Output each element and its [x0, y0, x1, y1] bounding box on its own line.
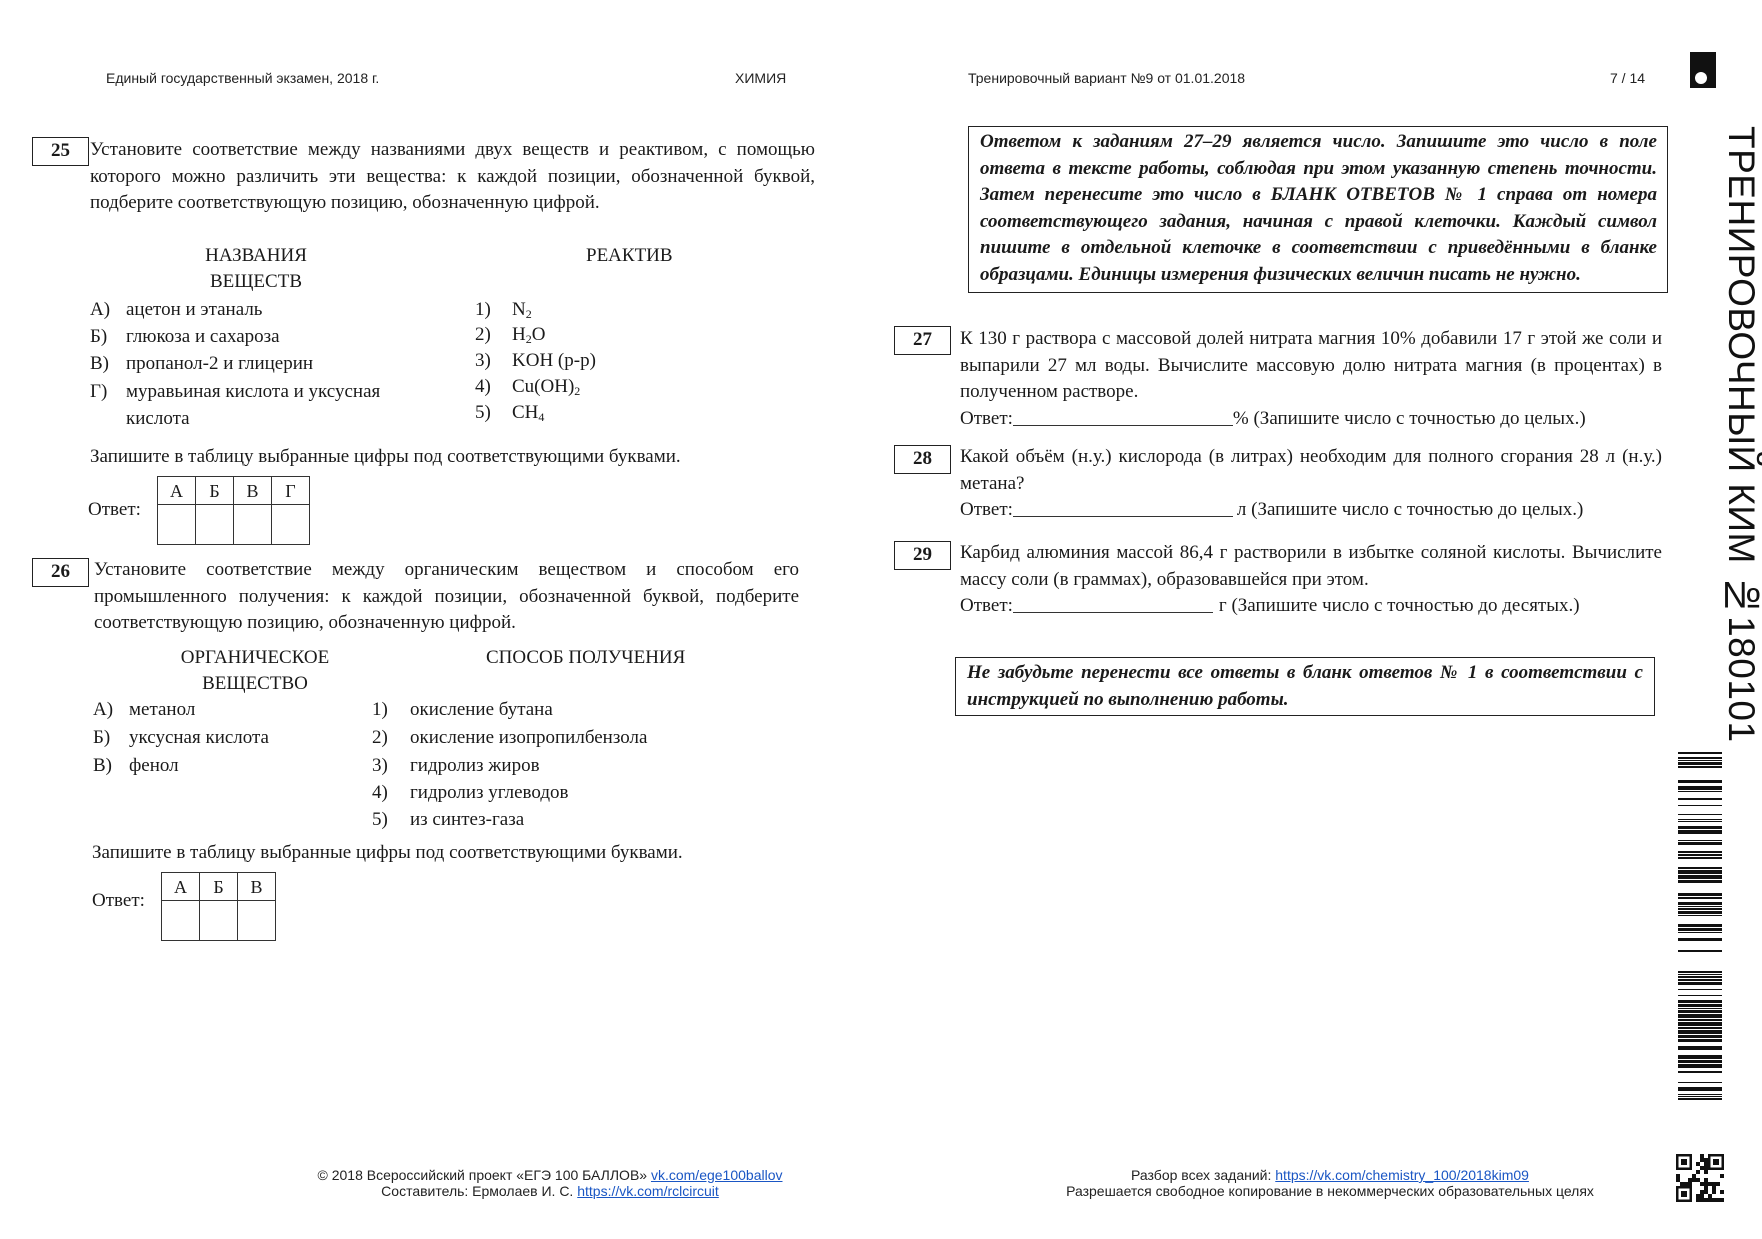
- task-26-method-4: гидролиз углеводов: [410, 782, 569, 803]
- task-29-answer-label: Ответ:: [960, 595, 1013, 616]
- answer-cell[interactable]: [162, 901, 200, 941]
- task-25-answer-table: [157, 476, 310, 545]
- task-25-left-header: НАЗВАНИЯ ВЕЩЕСТВ: [205, 245, 307, 292]
- task-26-right-header: СПОСОБ ПОЛУЧЕНИЯ: [486, 647, 686, 668]
- answer-cell[interactable]: [200, 901, 238, 941]
- header-subject: ХИМИЯ: [735, 70, 787, 86]
- answer-cell[interactable]: [238, 901, 276, 941]
- answer-col-header: А: [162, 873, 200, 901]
- task-26-method-5: из синтез-газа: [410, 809, 525, 830]
- footer-link-ege100[interactable]: vk.com/ege100ballov: [650, 1167, 783, 1183]
- task-26-method-2-num: 2): [372, 727, 388, 748]
- task-27-text: К 130 г раствора с массовой долей нитрата магния 10% добавили 17 г этой же соли и выпарили 27 мл воды. Вычислите массовую долю нитрата магния (в процентах) в полученном растворе.: [960, 328, 1662, 402]
- side-title: ТРЕНИРОВОЧНЫЙ КИМ №180101: [1721, 126, 1762, 743]
- task-29-answer-hint: г (Запишите число с точностью до десятых.): [1218, 595, 1580, 616]
- task-25-reagent-2-num: 2): [475, 324, 491, 345]
- task-25-answer-label: Ответ:: [88, 499, 141, 520]
- header-page-number: 7 / 14: [1610, 70, 1646, 86]
- task-26-method-1-num: 1): [372, 699, 388, 720]
- task-25-reagent-3: KOH (р-р): [512, 350, 596, 371]
- task-26-instruction: Запишите в таблицу выбранные цифры под соответствующими буквами.: [92, 842, 683, 863]
- task-26-number: 26: [32, 558, 89, 587]
- task-27-number: 27: [894, 326, 951, 355]
- task-26-method-1: окисление бутана: [410, 699, 553, 720]
- task-28-answer-hint: л (Запишите число с точностью до целых.): [1236, 499, 1584, 520]
- task-25-item-g-letter: Г): [90, 381, 108, 402]
- qr-code-icon: [1676, 1154, 1724, 1202]
- task-29-text: Карбид алюминия массой 86,4 г растворили в избытке соляной кислоты. Вычислите массу соли (в граммах), образовавшейся при этом.: [960, 542, 1662, 590]
- task-27-answer-label: Ответ:: [960, 408, 1013, 429]
- task-26-item-b: уксусная кислота: [129, 727, 269, 748]
- task-28-answer-row: [960, 497, 1583, 523]
- task-28-number: 28: [894, 445, 951, 474]
- task-29-answer-row: [960, 593, 1580, 619]
- task-25-reagent-2: $H_2O$: [512, 324, 546, 346]
- answer-cell[interactable]: [272, 505, 310, 545]
- task-25-reagent-1-num: 1): [475, 299, 491, 320]
- answer-col-header: А: [158, 477, 196, 505]
- task-25-reagent-1: $N_2$: [512, 299, 532, 321]
- task-26-left-header: ОРГАНИЧЕСКОЕ ВЕЩЕСТВО: [180, 647, 330, 694]
- task-26-item-a: метанол: [129, 699, 196, 720]
- task-25-item-a-letter: А): [90, 299, 111, 320]
- task-28-text: Какой объём (н.у.) кислорода (в литрах) необходим для полного сгорания 28 л (н.у.) метана?: [960, 446, 1662, 494]
- task-25-reagent-5: $CH_4$: [512, 402, 545, 424]
- task-25-item-v: пропанол-2 и глицерин: [126, 353, 314, 374]
- header-exam-title: Единый государственный экзамен, 2018 г.: [106, 70, 380, 86]
- task-25-reagent-4: $Cu(OH)_2$: [512, 376, 581, 398]
- task-25-item-a: ацетон и этаналь: [126, 299, 263, 320]
- task-25-right-header: РЕАКТИВ: [586, 245, 673, 266]
- task-25-number: 25: [32, 137, 89, 166]
- task-26-answer-table: [161, 872, 276, 941]
- footer-left: © 2018 Всероссийский проект «ЕГЭ 100 БАЛЛОВ» vk.com/ege100ballov Составитель: Ермолаев И. С. https://vk.com/rclcircuit: [317, 1167, 783, 1199]
- task-28-answer-field[interactable]: [1013, 497, 1233, 517]
- answer-cell[interactable]: [234, 505, 272, 545]
- task-26-item-a-letter: А): [93, 699, 114, 720]
- task-25-item-v-letter: В): [90, 353, 109, 374]
- answer-col-header: Г: [272, 477, 310, 505]
- reminder-box: Не забудьте перенести все ответы в бланк ответов № 1 в соответствии с инструкцией по выполнению работы.: [955, 657, 1655, 716]
- task-25-reagent-3-num: 3): [475, 350, 491, 371]
- task-25-item-b: глюкоза и сахароза: [126, 326, 280, 347]
- answer-cell[interactable]: [158, 505, 196, 545]
- footer-link-author[interactable]: https://vk.com/rclcircuit: [577, 1183, 719, 1199]
- answer-col-header: Б: [200, 873, 238, 901]
- task-25-reagent-5-num: 5): [475, 402, 491, 423]
- task-26-method-5-num: 5): [372, 809, 388, 830]
- task-26-method-4-num: 4): [372, 782, 388, 803]
- task-25-reagent-4-num: 4): [475, 376, 491, 397]
- task-27-answer-row: [960, 406, 1586, 432]
- task-26-item-v-letter: В): [93, 755, 112, 776]
- task-29-answer-field[interactable]: [1013, 593, 1213, 613]
- answer-col-header: В: [238, 873, 276, 901]
- task-26-text: Установите соответствие между органическим веществом и способом его промышленного получения: к каждой позиции, обозначенной буквой, подберите соответствующую позицию, обозначенную цифрой.: [94, 559, 799, 633]
- task-25-item-b-letter: Б): [90, 326, 108, 347]
- task-26-answer-label: Ответ:: [92, 890, 145, 911]
- task-26-item-v: фенол: [129, 755, 179, 776]
- task-29-number: 29: [894, 541, 951, 570]
- task-25-item-g-cont: кислота: [126, 408, 190, 429]
- task-28-answer-label: Ответ:: [960, 499, 1013, 520]
- task-26-method-3: гидролиз жиров: [410, 755, 540, 776]
- task-25-instruction: Запишите в таблицу выбранные цифры под соответствующими буквами.: [90, 446, 681, 467]
- footer-right: Разбор всех заданий: https://vk.com/chemistry_100/2018kim09 Разрешается свободное копирование в некоммерческих образовательных целях: [1066, 1167, 1594, 1199]
- answer-cell[interactable]: [196, 505, 234, 545]
- task-27-answer-field[interactable]: [1013, 406, 1233, 426]
- task-26-item-b-letter: Б): [93, 727, 111, 748]
- header-variant: Тренировочный вариант №9 от 01.01.2018: [968, 70, 1246, 86]
- answer-col-header: В: [234, 477, 272, 505]
- barcode-icon: [1678, 752, 1722, 1100]
- task-26-method-3-num: 3): [372, 755, 388, 776]
- task-26-method-2: окисление изопропилбензола: [410, 727, 648, 748]
- corner-marker-icon: [1690, 52, 1716, 88]
- answer-col-header: Б: [196, 477, 234, 505]
- footer-link-solutions[interactable]: https://vk.com/chemistry_100/2018kim09: [1275, 1167, 1529, 1183]
- task-25-text: Установите соответствие между названиями двух веществ и реактивом, с помощью которого можно различить эти вещества: к каждой позиции, обозначенной буквой, подберите соответствующую позицию, обозначенную цифрой.: [90, 139, 815, 213]
- task-25-item-g: муравьиная кислота и уксусная: [126, 381, 381, 402]
- instruction-box: Ответом к заданиям 27–29 является число. Запишите это число в поле ответа в тексте работы, соблюдая при этом указанную степень точности. Затем перенесите это число в БЛАНК ОТВЕТОВ № 1 справа от номера соответствующего задания, начиная с правой клеточки. Каждый символ пишите в отдельной клеточке в соответствии с приведёнными в бланке образцами. Единицы измерения физических величин писать не нужно.: [968, 126, 1668, 293]
- task-27-answer-hint: % (Запишите число с точностью до целых.): [1232, 408, 1586, 429]
